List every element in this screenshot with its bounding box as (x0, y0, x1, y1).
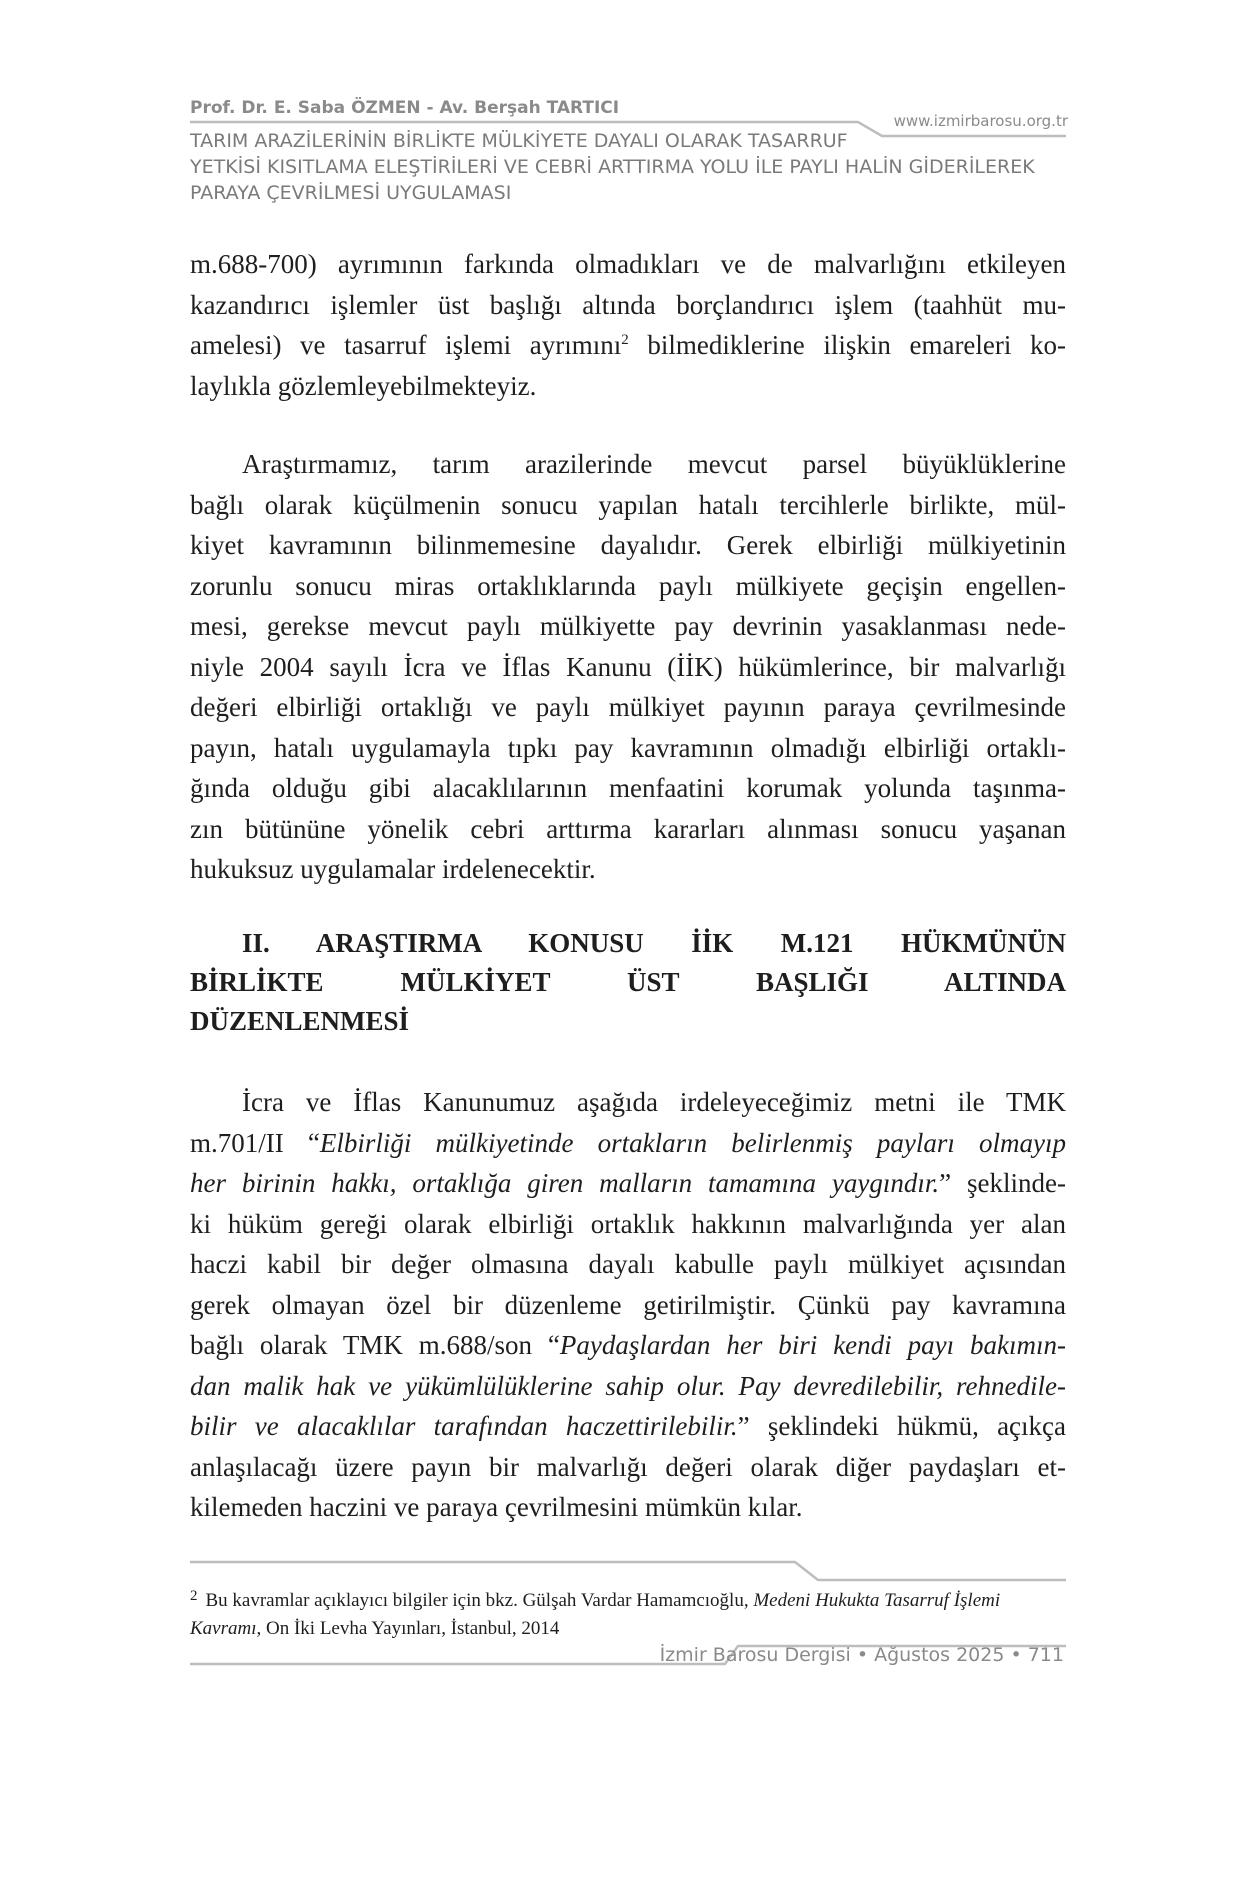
text-line: kiyet kavramının bilinmemesine dayalıdır. Gerek elbirliği mülkiyetinin (190, 530, 1066, 560)
text-line: bağlı olarak küçülmenin sonucu yapılan hatalı tercihlerle birlikte, mül- (190, 489, 1066, 520)
website-url: www.izmirbarosu.org.tr (893, 112, 1068, 130)
text-line: zorunlu sonucu miras ortaklıklarında paylı mülkiyete geçişin engellen- (190, 570, 1066, 601)
text-line: her birinin hakkı, ortaklığa giren malların tamamına yaygındır.” şeklinde- (190, 1168, 1066, 1198)
text-line: değeri elbirliği ortaklığı ve paylı mülkiyet payının paraya çevrilmesinde (190, 692, 1066, 722)
title-line: TARIM ARAZİLERİNİN BİRLİKTE MÜLKİYETE DAYALI OLARAK TASARRUF (190, 130, 848, 152)
text-line: anlaşılacağı üzere payın bir malvarlığı değeri olarak diğer paydaşları et- (190, 1451, 1066, 1482)
text-line: İcra ve İflas Kanunumuz aşağıda irdeleyeceğimiz metni ile TMK (242, 1087, 1066, 1117)
text-line: haczi kabil bir değer olmasına dayalı kabulle paylı mülkiyet açısından (190, 1249, 1066, 1279)
text-line: ğında olduğu gibi alacaklılarının menfaatini korumak yolunda taşınma- (190, 773, 1066, 803)
text-line: bilir ve alacaklılar tarafından haczettirilebilir.” şeklindeki hükmü, açıkça (190, 1411, 1067, 1441)
text-line: amelesi) ve tasarruf işlemi ayrımını$^2$ bilmediklerine ilişkin emareleri ko- (190, 330, 1066, 360)
text-line (190, 1366, 1066, 1407)
footnote-ref[interactable]: 2 (621, 332, 629, 348)
text-line: laylıkla gözlemleyebilmekteyiz. (190, 370, 537, 401)
text-line: zın bütününe yönelik cebri arttırma kararları alınması sonucu yaşanan (190, 813, 1066, 844)
paragraph-2 (190, 444, 1066, 890)
footnote-book-title: Medeni Hukukta Tasarruf İşlemi Kavramı (190, 1590, 1001, 1639)
text-line: kilemeden haczini ve paraya çevrilmesini mümkün kılar. (190, 1492, 803, 1522)
text-line: hukuksuz uygulamalar irdelenecektir. (190, 854, 596, 884)
text-line: BİRLİKTE MÜLKİYET ÜST BAŞLIĞI ALTINDA (190, 967, 1066, 997)
footnote (190, 1582, 1066, 1643)
text-line: payın, hatalı uygulamayla tıpkı pay kavramının olmadığı elbirliği ortaklı- (190, 732, 1066, 763)
text-line: gerek olmayan özel bir düzenleme getirilmiştir. Çünkü pay kavramına (190, 1289, 1066, 1320)
quoted-statute: Elbirliği mülkiyetinde ortakların belirlenmiş payları olmayıp (319, 1127, 1066, 1158)
text-line: bağlı olarak TMK m.688/son “Paydaşlardan her biri kendi payı bakımın- (190, 1330, 1066, 1360)
text-line: niyle 2004 sayılı İcra ve İflas Kanunu (İİK) hükümlerince, bir malvarlığı (190, 651, 1066, 682)
paragraph-3 (190, 1082, 1066, 1528)
text-line: ki hüküm gereği olarak elbirliği ortaklık hakkının malvarlığında yer alan (190, 1208, 1066, 1239)
text-line: m.688-700) ayrımının farkında olmadıkları ve de malvarlığını etkileyen (190, 249, 1066, 279)
title-line: PARAYA ÇEVRİLMESİ UYGULAMASI (190, 182, 512, 204)
quoted-statute: Paydaşlardan her biri kendi payı bakımın- (559, 1330, 1066, 1360)
footnote-text: Bu kavramlar açıklayıcı bilgiler için bkz. Gülşah Vardar Hamamcıoğlu, (205, 1590, 754, 1611)
quoted-statute: dan malik hak ve yükümlülüklerine sahip olur. Pay devredilebilir, rehnedile- (190, 1370, 1066, 1401)
title-line: YETKİSİ KISITLAMA ELEŞTİRİLERİ VE CEBRİ ARTTIRMA YOLU İLE PAYLI HALİN GİDERİLEREK (190, 156, 1035, 178)
text-line: Araştırmamız, tarım arazilerinde mevcut parsel büyüklüklerine (242, 449, 1066, 479)
quoted-statute: bilir ve alacaklılar tarafından haczettirilebilir. (190, 1411, 738, 1441)
running-header-authors: Prof. Dr. E. Saba ÖZMEN - Av. Berşah TARTICI (190, 98, 620, 118)
text-line: II. ARAŞTIRMA KONUSU İİK M.121 HÜKMÜNÜN (242, 928, 1066, 958)
text-line: kazandırıcı işlemler üst başlığı altında borçlandırıcı işlem (taahhüt mu- (190, 289, 1066, 320)
footnote-publisher: , On İki Levha Yayınları, İstanbul, 2014 (256, 1618, 560, 1639)
page-footer: İzmir Barosu Dergisi • Ağustos 2025 • 711 (659, 1644, 1064, 1666)
text-line: m.701/II “Elbirliği mülkiyetinde ortakların belirlenmiş payları olmayıp (190, 1127, 1066, 1158)
text-line: DÜZENLENMESİ (190, 1006, 410, 1036)
section-heading (190, 924, 1066, 1041)
text-line: mesi, gerekse mevcut paylı mülkiyette pay devrinin yasaklanması nede- (190, 611, 1066, 641)
running-header-title (190, 128, 1035, 206)
paragraph-1 (190, 244, 1066, 406)
quoted-statute: her birinin hakkı, ortaklığa giren malların tamamına yaygındır. (190, 1168, 940, 1198)
footnote-number: 2 (190, 1588, 198, 1604)
